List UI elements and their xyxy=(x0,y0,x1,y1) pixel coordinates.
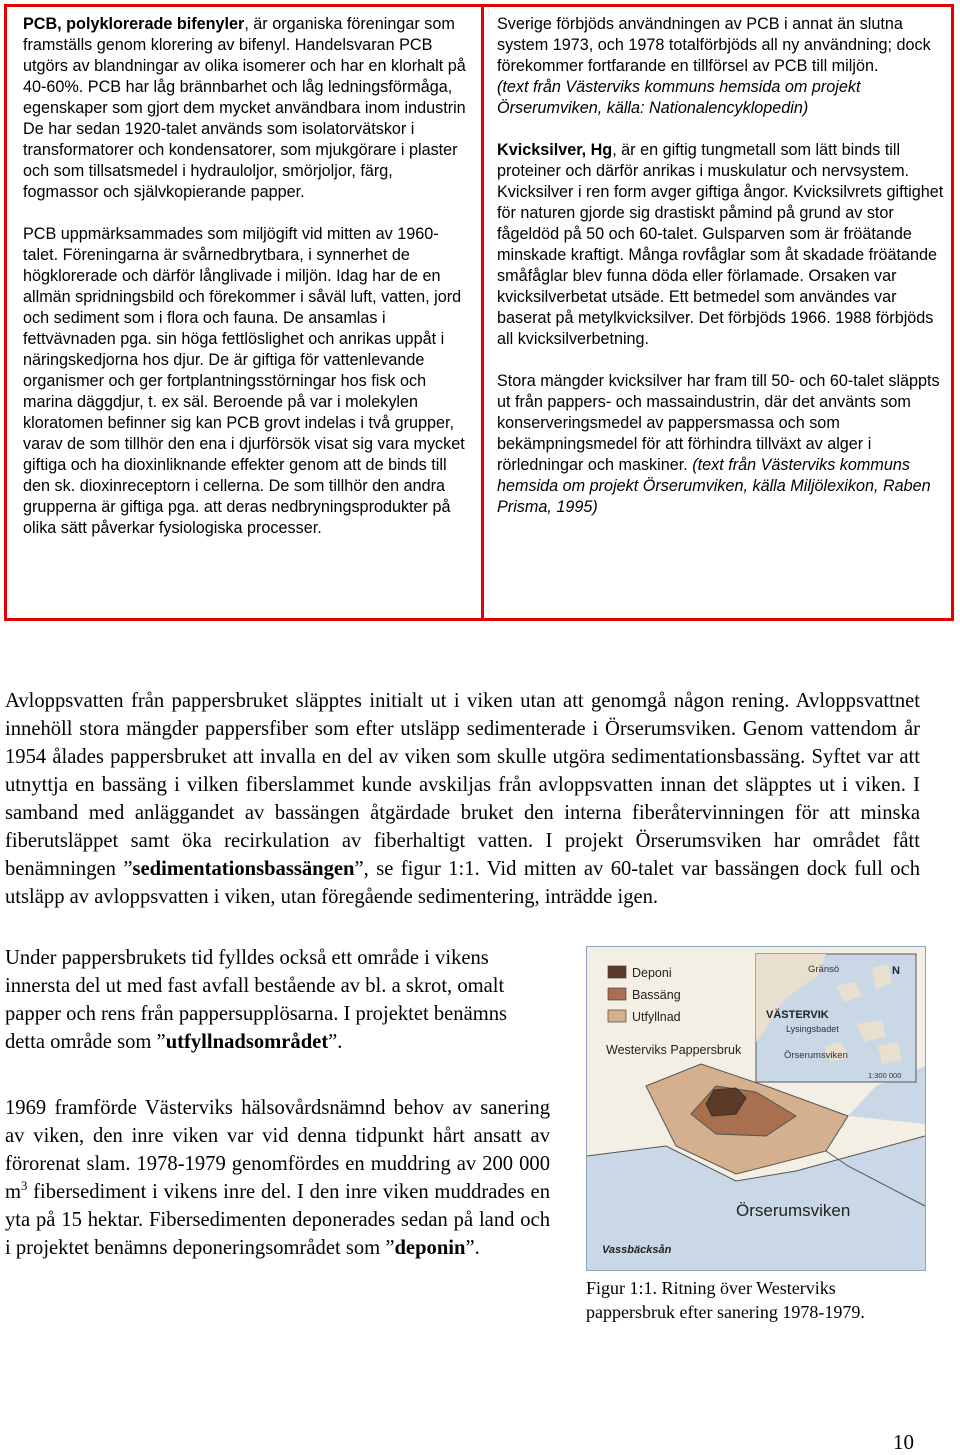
legend-bassang-label: Bassäng xyxy=(632,988,681,1002)
textbox-divider xyxy=(481,7,484,618)
textbox-left-column xyxy=(23,14,469,539)
body-paragraph-sedimentation: Avloppsvatten från pappersbruket släpptes initialt ut i viken utan att genomgå någon rening. Avloppsvattnet innehöll stora mängder pappersfiber som efter utsläpp sedimenterade i Örserumsviken. Genom vattendom år 1954 ålades pappersbruket att invalla en del av viken som skulle utgöra sedimentationsbassäng. Syftet var att utnyttja en bassäng i vilken fiberslammet kunde avskiljas från avloppsvatten innan det släpptes ut i viken. I samband med anläggandet av bassängen åtgärdade bruket den interna fiberåtervinningen för att minska fiberutsläppet samt öka recirkulation av fiberhaltigt vatten. I projekt Örserumsviken har området fått benämningen ”sedimentationsbassängen”, se figur 1:1. Vid mitten av 60-talet var bassängen dock full och utsläpp av avloppsvatten i viken, utan föregående sedimentering, inträdde igen. xyxy=(5,690,920,908)
legend-deponi-label: Deponi xyxy=(632,966,672,980)
legend-deponi-swatch xyxy=(608,966,626,978)
inset-vastervik: VÄSTERVIK xyxy=(766,1009,829,1021)
label-vassbacksan: Vassbäcksån xyxy=(602,1244,672,1256)
inset-island-5 xyxy=(878,1042,902,1064)
pcb-ban-paragraph: Sverige förbjöds användningen av PCB i annat än slutna system 1973, och 1978 totalförbjöds all ny användning; dock förekommer fortfarande en tillförsel av PCB till miljön. (text från Västerviks kommuns hemsida om projekt Örserumviken, källa: Nationalencyklopedin) xyxy=(497,15,931,117)
inset-north-arrow: N xyxy=(892,965,900,977)
figure-map xyxy=(586,946,926,1271)
page-number: 10 xyxy=(893,1430,914,1454)
inset-orserumsviken: Örserumsviken xyxy=(784,1050,848,1061)
inset-lysingsbadet: Lysingsbadet xyxy=(786,1024,839,1034)
map-drawing xyxy=(586,946,926,1271)
textbox-right-column xyxy=(497,14,947,518)
inset-map xyxy=(756,954,916,1082)
legend-utfyllnad-swatch xyxy=(608,1010,626,1022)
label-orserumsviken: Örserumsviken xyxy=(736,1201,851,1220)
body-paragraph-fill-area: Under pappersbrukets tid fylldes också ett område i vikens innersta del ut med fast avfall bestående av bl. a skrot, omalt papper och rens från pappersupplösarna. I projektet benämns detta område som ”utfyllnadsområdet”. xyxy=(5,947,508,1053)
inset-granso: Gränsö xyxy=(808,964,840,975)
pcb-paragraph-2: PCB uppmärksammades som miljögift vid mitten av 1960-talet. Föreningarna är svårnedbrytbara, i synnerhet de högklorerade och därför långlivade i miljön. Idag har de en allmän spridningsbild och förekommer i såväl luft, vatten, jord och sediment som i flora och fauna. De ansamlas i fettvävnaden pga. sin höga fettlöslighet och anrikas uppåt i näringskedjorna hos djur. De är giftiga för vattenlevande organismer och ger fortplantningsstörningar hos fisk och marina däggdjur, t. ex säl. Beroende på var i molekylen kloratomen befinner sig kan PCB grovt indelas i två grupper, varav de som tillhör den ena i djurförsök visat sig vara mycket giftiga och ha dioxinliknande effekter genom att de binds till den sk. dioxinreceptorn i cellerna. De som tillhör den andra grupperna är giftiga pga. att deras nedbryningsprodukter på olika sätt påverkar fysiologiska processer. xyxy=(23,225,465,537)
figure-caption: Figur 1:1. Ritning över Westerviks pappersbruk efter sanering 1978-1979. xyxy=(586,1278,865,1322)
body-paragraph-dredging: 1969 framförde Västerviks hälsovårdsnämnd behov av sanering av viken, den inre viken var vid denna tidpunkt hårt ansatt av förorenat slam. 1978-1979 genomfördes en muddring av 200 000 $m^3$ fibersediment i vikens inre del. I den inre viken muddrades en yta på 15 hektar. Fibersedimenten deponerades sedan på land och i projektet benämns deponeringsområdet som ”deponin”. xyxy=(5,1097,550,1259)
info-textbox xyxy=(4,4,954,621)
legend-bassang-swatch xyxy=(608,988,626,1000)
mercury-paragraph-2: Stora mängder kvicksilver har fram till 50- och 60-talet släppts ut från pappers- och massaindustrin, där det använts som konserveringsmedel av pappersmassa och som bekämpningsmedel för att förhindra tillväxt av alger i rörledningar och maskiner. (text från Västerviks kommuns hemsida om projekt Örserumviken, källa Miljölexikon, Raben Prisma, 1995) xyxy=(497,372,940,516)
mercury-paragraph-1: Kvicksilver, Hg, är en giftig tungmetall som lätt binds till proteiner och därför anrikas i muskulatur och nervsystem. Kvicksilver i ren form avger giftiga ångor. Kvicksilvrets giftighet för naturen gjorde sig drastiskt påmind på grund av stor fågeldöd på 50 och 60-talet. Gulsparven som är fröätande minskade kraftigt. Många rovfåglar som åt skadade fröätande småfåglar blev funna döda eller förlamade. Orsaken var kvicksilverbetat utsäde. Ett betmedel som användes var baserat på metylkvicksilver. Det förbjöds 1966. 1988 förbjöds all kvicksilverbetning. xyxy=(497,141,944,348)
inset-scale: 1:300 000 xyxy=(868,1071,902,1080)
label-westerviks: Westerviks Pappersbruk xyxy=(606,1043,742,1057)
pcb-paragraph-1: PCB, polyklorerade bifenyler, är organiska föreningar som framställs genom klorering av bifenyl. Handelsvaran PCB utgörs av blandningar av olika isomerer och har en klorhalt på 40-60%. PCB har låg brännbarhet och låg ledningsförmåga, egenskaper som gjort dem mycket användbara inom industrin De har sedan 1920-talet används som isolatorvätskor i transformatorer och kondensatorer, som mjukgörare i plaster och som tillsatsmedel i hydrauloljor, smörjoljor, färg, fogmassor och självkopierande papper. xyxy=(23,15,466,201)
legend-utfyllnad-label: Utfyllnad xyxy=(632,1010,681,1024)
